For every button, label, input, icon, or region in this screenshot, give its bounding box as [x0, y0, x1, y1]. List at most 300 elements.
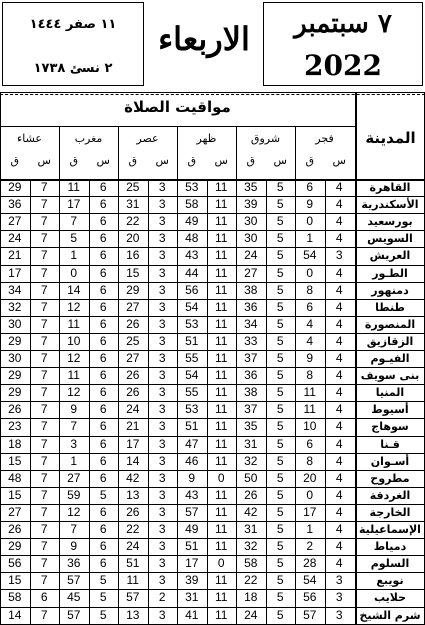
grid-vline-group: [177, 126, 178, 624]
cell-fajr-minute: 28: [303, 556, 317, 571]
cell-maghrib-hour: 6: [99, 453, 107, 468]
unit-minute-maghrib: ق: [69, 154, 79, 167]
cell-asr-hour: 2: [158, 590, 166, 605]
cell-shurooq-minute: 38: [244, 385, 258, 400]
cell-maghrib-hour: 6: [99, 316, 107, 331]
grid-hline-row: [0, 607, 425, 608]
cell-fajr-minute: 4: [306, 333, 314, 348]
cell-dhuhr-hour: 11: [215, 590, 228, 605]
cell-dhuhr-minute: 53: [185, 180, 199, 194]
cell-shurooq-minute: 32: [244, 453, 258, 468]
cell-shurooq-hour: 5: [276, 282, 284, 297]
city-name: دمنهور: [371, 283, 409, 297]
grid-hline-row: [0, 384, 425, 385]
cell-isha-hour: 7: [40, 351, 48, 365]
grid-hline-row: [0, 504, 425, 505]
grid-hline-row: [0, 401, 425, 402]
cell-isha-hour: 7: [40, 436, 48, 451]
cell-asr-minute: 24: [126, 402, 140, 417]
city-name: الفيـوم: [370, 352, 410, 365]
unit-hour-maghrib: س: [96, 154, 110, 167]
prayer-header-maghrib: مغرب: [74, 132, 103, 145]
cell-isha-hour: 7: [40, 539, 48, 554]
cell-fajr-minute: 9: [306, 351, 314, 365]
cell-fajr-minute: 6: [306, 299, 314, 314]
unit-minute-isha: ق: [10, 154, 20, 167]
cell-maghrib-hour: 5: [99, 573, 107, 588]
cell-isha-hour: 7: [40, 299, 48, 314]
grid-vline-left: [0, 92, 1, 624]
cell-asr-minute: 22: [126, 214, 140, 229]
cell-fajr-hour: 4: [335, 231, 343, 246]
cell-isha-hour: 7: [40, 180, 48, 194]
cell-shurooq-minute: 37: [244, 402, 258, 417]
cell-maghrib-minute: 11: [67, 316, 80, 331]
cell-maghrib-hour: 6: [99, 333, 107, 348]
cell-maghrib-minute: 9: [70, 539, 78, 554]
cell-shurooq-hour: 5: [276, 470, 284, 485]
grid-vline-sub: [266, 179, 267, 624]
cell-asr-minute: 27: [126, 351, 140, 365]
cell-shurooq-hour: 5: [276, 522, 284, 536]
grid-vline-group: [236, 126, 237, 624]
cell-fajr-hour: 4: [335, 487, 343, 502]
cell-isha-hour: 6: [40, 590, 48, 605]
grid-hline-header: [0, 179, 425, 181]
cell-shurooq-minute: 31: [244, 436, 258, 451]
cell-fajr-minute: 0: [306, 265, 314, 280]
cell-isha-minute: 56: [8, 556, 22, 571]
city-name: قـنا: [380, 437, 400, 451]
cell-fajr-hour: 4: [335, 556, 343, 571]
unit-minute-asr: ق: [128, 154, 138, 167]
cell-dhuhr-hour: 11: [215, 282, 228, 297]
cell-maghrib-hour: 6: [99, 504, 107, 519]
cell-maghrib-hour: 5: [99, 487, 107, 502]
cell-asr-minute: 27: [126, 299, 140, 314]
cell-maghrib-hour: 6: [99, 231, 107, 246]
cell-fajr-hour: 4: [335, 470, 343, 485]
cell-shurooq-hour: 5: [276, 573, 284, 588]
city-name: القاهرة: [369, 181, 411, 194]
cell-fajr-hour: 4: [335, 504, 343, 519]
cell-fajr-hour: 4: [335, 402, 343, 417]
city-name: حلايب: [373, 591, 407, 605]
cell-maghrib-minute: 11: [67, 368, 80, 383]
cell-dhuhr-minute: 58: [185, 197, 199, 212]
grid-hline-row: [0, 521, 425, 522]
hijri-date-box: [2, 2, 144, 86]
cell-dhuhr-minute: 54: [185, 299, 199, 314]
cell-fajr-hour: 4: [335, 333, 343, 348]
cell-dhuhr-hour: 11: [215, 504, 228, 519]
city-name: دمياط: [373, 540, 407, 554]
cell-fajr-minute: 20: [303, 470, 317, 485]
cell-asr-hour: 3: [158, 299, 166, 314]
cell-maghrib-hour: 6: [99, 539, 107, 554]
cell-asr-hour: 3: [158, 265, 166, 280]
cell-fajr-hour: 4: [335, 316, 343, 331]
cell-isha-minute: 14: [8, 607, 22, 622]
city-name: الأسكندرية: [361, 198, 419, 212]
cell-isha-hour: 7: [40, 214, 48, 229]
city-name: المنيا: [375, 386, 405, 400]
cell-shurooq-minute: 32: [244, 539, 258, 554]
table-title: مواقيت الصلاة: [124, 98, 231, 116]
cell-isha-minute: 30: [8, 351, 22, 365]
cell-shurooq-minute: 30: [244, 214, 258, 229]
cell-dhuhr-hour: 11: [215, 607, 228, 622]
cell-fajr-hour: 4: [335, 539, 343, 554]
cell-maghrib-minute: 3: [70, 436, 78, 451]
cell-fajr-minute: 11: [303, 385, 316, 400]
cell-isha-minute: 24: [8, 231, 22, 246]
cell-isha-minute: 21: [8, 248, 22, 263]
cell-asr-hour: 3: [158, 197, 166, 212]
city-name: الزقازيق: [366, 334, 414, 348]
cell-dhuhr-hour: 11: [215, 368, 228, 383]
cell-asr-hour: 3: [158, 385, 166, 400]
cell-dhuhr-hour: 11: [215, 453, 228, 468]
city-name: سوهاج: [371, 420, 409, 434]
cell-maghrib-hour: 6: [99, 214, 107, 229]
cell-dhuhr-minute: 43: [185, 487, 199, 502]
cell-maghrib-hour: 6: [99, 436, 107, 451]
cell-isha-hour: 7: [40, 607, 48, 622]
cell-dhuhr-minute: 47: [185, 436, 199, 451]
cell-fajr-minute: 17: [303, 504, 317, 519]
grid-hline-row: [0, 572, 425, 573]
cell-isha-hour: 7: [40, 573, 48, 588]
cell-dhuhr-hour: 11: [215, 436, 228, 451]
grid-vline-sub: [89, 179, 90, 624]
cell-shurooq-minute: 31: [244, 522, 258, 536]
cell-fajr-hour: 4: [335, 197, 343, 212]
cell-dhuhr-minute: 48: [185, 231, 199, 246]
cell-maghrib-minute: 59: [67, 487, 81, 502]
cell-dhuhr-minute: 46: [185, 453, 199, 468]
prayer-header-asr: عصر: [136, 132, 159, 145]
cell-fajr-minute: 1: [306, 231, 314, 246]
cell-fajr-hour: 4: [335, 453, 343, 468]
cell-dhuhr-minute: 56: [185, 282, 199, 297]
cell-maghrib-minute: 7: [70, 522, 78, 536]
cell-fajr-minute: 8: [306, 368, 314, 383]
cell-asr-hour: 3: [158, 214, 166, 229]
cell-isha-minute: 26: [8, 402, 22, 417]
unit-hour-isha: س: [37, 154, 51, 167]
cell-shurooq-hour: 5: [276, 436, 284, 451]
grid-vline-group: [59, 126, 60, 624]
cell-maghrib-hour: 6: [99, 180, 107, 194]
cell-dhuhr-minute: 43: [185, 248, 199, 263]
cell-dhuhr-hour: 11: [215, 231, 228, 246]
cell-maghrib-hour: 6: [99, 299, 107, 314]
cell-shurooq-minute: 38: [244, 282, 258, 297]
grid-hline-row: [0, 624, 425, 625]
grid-hline-row: [0, 418, 425, 419]
cell-asr-hour: 3: [158, 282, 166, 297]
grid-hline-row: [0, 196, 425, 197]
city-name: طنطا: [375, 300, 405, 314]
city-name: المنصورة: [364, 317, 416, 331]
cell-dhuhr-minute: 55: [185, 351, 199, 365]
cell-maghrib-minute: 12: [67, 385, 81, 400]
grid-vline-sub: [207, 179, 208, 624]
cell-asr-hour: 3: [158, 573, 166, 588]
cell-asr-hour: 3: [158, 248, 166, 263]
cell-dhuhr-minute: 51: [185, 539, 199, 554]
cell-isha-minute: 29: [8, 333, 22, 348]
cell-maghrib-minute: 10: [67, 333, 81, 348]
cell-shurooq-minute: 24: [244, 248, 258, 263]
grid-vline-sub: [148, 179, 149, 624]
cell-shurooq-minute: 36: [244, 368, 258, 383]
cell-isha-minute: 18: [8, 436, 22, 451]
cell-shurooq-hour: 5: [276, 248, 284, 263]
cell-isha-hour: 7: [40, 556, 48, 571]
cell-shurooq-minute: 34: [244, 316, 258, 331]
cell-asr-hour: 3: [158, 368, 166, 383]
cell-shurooq-hour: 5: [276, 487, 284, 502]
cell-isha-hour: 7: [40, 402, 48, 417]
cell-isha-hour: 7: [40, 504, 48, 519]
cell-dhuhr-minute: 51: [185, 333, 199, 348]
cell-maghrib-minute: 0: [70, 265, 78, 280]
cell-asr-minute: 13: [126, 487, 140, 502]
city-name: الإسماعيلية: [359, 523, 421, 536]
cell-fajr-hour: 4: [335, 522, 343, 536]
cell-asr-hour: 3: [158, 351, 166, 365]
gregorian-date-box: [263, 2, 423, 86]
cell-asr-minute: 24: [126, 539, 140, 554]
unit-minute-shurooq: ق: [246, 154, 256, 167]
cell-maghrib-hour: 6: [99, 282, 107, 297]
prayer-header-dhuhr: ظهر: [196, 132, 217, 145]
cell-asr-minute: 26: [126, 316, 140, 331]
cell-shurooq-hour: 5: [276, 453, 284, 468]
cell-dhuhr-minute: 31: [185, 590, 199, 605]
city-name: العريش: [369, 249, 411, 263]
cell-isha-minute: 27: [8, 504, 22, 519]
cell-isha-hour: 7: [40, 248, 48, 263]
grid-hline-row: [0, 487, 425, 488]
cell-dhuhr-hour: 11: [215, 522, 228, 536]
cell-asr-hour: 3: [158, 180, 166, 194]
cell-shurooq-hour: 5: [276, 333, 284, 348]
prayer-table: [0, 92, 425, 625]
cell-shurooq-hour: 5: [276, 539, 284, 554]
cell-dhuhr-hour: 11: [215, 214, 228, 229]
cell-fajr-minute: 4: [306, 316, 314, 331]
cell-shurooq-hour: 5: [276, 590, 284, 605]
cell-fajr-minute: 8: [306, 453, 314, 468]
cell-isha-minute: 36: [8, 197, 22, 212]
cell-dhuhr-hour: 11: [215, 385, 228, 400]
cell-dhuhr-minute: 53: [185, 316, 199, 331]
cell-fajr-minute: 2: [306, 539, 314, 554]
cell-dhuhr-hour: 11: [215, 351, 228, 365]
cell-maghrib-hour: 6: [99, 470, 107, 485]
cell-asr-hour: 3: [158, 316, 166, 331]
cell-shurooq-hour: 5: [276, 556, 284, 571]
cell-asr-minute: 21: [126, 419, 140, 434]
cell-dhuhr-hour: 11: [215, 573, 228, 588]
cell-isha-hour: 7: [40, 487, 48, 502]
cell-isha-hour: 7: [40, 368, 48, 383]
cell-isha-minute: 29: [8, 385, 22, 400]
gregorian-date: ٧ سبتمبر: [294, 9, 392, 39]
cell-shurooq-minute: 18: [244, 590, 258, 605]
cell-fajr-hour: 4: [335, 419, 343, 434]
cell-dhuhr-minute: 53: [185, 402, 199, 417]
cell-maghrib-hour: 5: [99, 590, 107, 605]
cell-asr-minute: 57: [126, 590, 140, 605]
grid-hline-row: [0, 555, 425, 556]
cell-isha-hour: 7: [40, 385, 48, 400]
cell-asr-minute: 20: [126, 231, 140, 246]
prayer-header-isha: عشاء: [17, 132, 42, 145]
cell-dhuhr-hour: 11: [215, 487, 228, 502]
cell-isha-minute: 29: [8, 368, 22, 383]
cell-asr-hour: 3: [158, 402, 166, 417]
cell-fajr-hour: 4: [335, 385, 343, 400]
grid-hline-row: [0, 350, 425, 351]
grid-vline-group: [295, 126, 296, 624]
cell-shurooq-hour: 5: [276, 299, 284, 314]
cell-dhuhr-hour: 11: [215, 180, 228, 194]
cell-isha-hour: 7: [40, 282, 48, 297]
cell-isha-minute: 29: [8, 180, 22, 194]
cell-dhuhr-hour: 11: [215, 316, 228, 331]
cell-isha-minute: 23: [8, 419, 22, 434]
cell-dhuhr-minute: 54: [185, 368, 199, 383]
cell-asr-minute: 11: [126, 573, 139, 588]
cell-shurooq-hour: 5: [276, 607, 284, 622]
cell-fajr-hour: 4: [335, 180, 343, 194]
cell-asr-minute: 13: [126, 607, 140, 622]
cell-isha-minute: 15: [8, 573, 22, 588]
cell-maghrib-minute: 36: [67, 556, 81, 571]
prayer-header-fajr: فجر: [315, 132, 334, 145]
cell-dhuhr-minute: 9: [188, 470, 196, 485]
cell-asr-hour: 3: [158, 556, 166, 571]
cell-shurooq-minute: 37: [244, 351, 258, 365]
grid-hline-row: [0, 247, 425, 248]
cell-asr-minute: 26: [126, 385, 140, 400]
cell-dhuhr-minute: 44: [185, 265, 199, 280]
cell-dhuhr-minute: 39: [185, 573, 199, 588]
city-name: بورسعيد: [367, 215, 413, 229]
cell-isha-hour: 7: [40, 197, 48, 212]
cell-shurooq-minute: 39: [244, 197, 258, 212]
cell-asr-minute: 29: [126, 282, 140, 297]
cell-shurooq-hour: 5: [276, 180, 284, 194]
cell-asr-minute: 26: [126, 504, 140, 519]
cell-asr-minute: 22: [126, 522, 140, 536]
cell-asr-hour: 3: [158, 453, 166, 468]
cell-maghrib-minute: 1: [70, 248, 78, 263]
cell-fajr-hour: 4: [335, 436, 343, 451]
cell-dhuhr-hour: 11: [215, 299, 228, 314]
unit-minute-dhuhr: ق: [187, 154, 197, 167]
grid-hline-row: [0, 538, 425, 539]
grid-vline-sub: [325, 179, 326, 624]
cell-dhuhr-hour: 11: [215, 248, 228, 263]
cell-fajr-hour: 3: [335, 590, 343, 605]
cell-isha-minute: 34: [8, 282, 22, 297]
cell-isha-minute: 17: [8, 265, 22, 280]
cell-isha-hour: 7: [40, 470, 48, 485]
cell-shurooq-hour: 5: [276, 197, 284, 212]
cell-fajr-hour: 3: [335, 607, 343, 622]
cell-shurooq-minute: 33: [244, 333, 258, 348]
cell-isha-hour: 7: [40, 265, 48, 280]
cell-fajr-minute: 8: [306, 282, 314, 297]
cell-maghrib-minute: 5: [70, 231, 78, 246]
cell-maghrib-hour: 6: [99, 265, 107, 280]
cell-asr-hour: 3: [158, 419, 166, 434]
cell-asr-hour: 3: [158, 539, 166, 554]
cell-asr-minute: 16: [126, 248, 140, 263]
cell-isha-hour: 7: [40, 231, 48, 246]
cell-maghrib-minute: 9: [70, 402, 78, 417]
city-name: أسيوط: [371, 403, 409, 417]
cell-shurooq-hour: 5: [276, 385, 284, 400]
cell-shurooq-hour: 5: [276, 316, 284, 331]
cell-shurooq-hour: 5: [276, 504, 284, 519]
cell-fajr-hour: 3: [335, 248, 343, 263]
cell-fajr-hour: 4: [335, 368, 343, 383]
grid-hline-row: [0, 282, 425, 283]
city-name: نويبع: [376, 574, 404, 588]
cell-isha-minute: 58: [8, 590, 22, 605]
cell-shurooq-minute: 30: [244, 231, 258, 246]
cell-dhuhr-hour: 11: [215, 402, 228, 417]
cell-isha-hour: 7: [40, 453, 48, 468]
cell-dhuhr-hour: 11: [215, 333, 228, 348]
cell-fajr-hour: 4: [335, 299, 343, 314]
cell-asr-minute: 26: [126, 368, 140, 383]
grid-hline-row: [0, 230, 425, 231]
cell-maghrib-minute: 11: [67, 180, 80, 194]
cell-isha-hour: 7: [40, 333, 48, 348]
cell-maghrib-minute: 7: [70, 419, 78, 434]
cell-isha-minute: 15: [8, 453, 22, 468]
cell-maghrib-hour: 6: [99, 248, 107, 263]
cell-shurooq-hour: 5: [276, 368, 284, 383]
cell-asr-minute: 15: [126, 265, 140, 280]
hijri-date: ١١ صفر ١٤٤٤: [29, 17, 117, 32]
cell-maghrib-hour: 6: [99, 556, 107, 571]
city-name: بنى سويف: [360, 369, 420, 383]
cell-maghrib-hour: 6: [99, 419, 107, 434]
grid-hline-top: [0, 92, 425, 93]
unit-minute-fajr: ق: [305, 154, 315, 167]
cell-asr-hour: 3: [158, 436, 166, 451]
cell-maghrib-minute: 17: [67, 197, 81, 212]
cell-shurooq-minute: 42: [244, 504, 258, 519]
cell-asr-minute: 31: [126, 197, 140, 212]
cell-maghrib-minute: 45: [67, 590, 81, 605]
cell-dhuhr-minute: 17: [185, 556, 199, 571]
cell-asr-minute: 17: [126, 436, 140, 451]
cell-maghrib-hour: 6: [99, 368, 107, 383]
cell-shurooq-hour: 5: [276, 231, 284, 246]
cell-isha-minute: 30: [8, 316, 22, 331]
cell-shurooq-minute: 22: [244, 573, 258, 588]
cell-dhuhr-minute: 51: [185, 419, 199, 434]
